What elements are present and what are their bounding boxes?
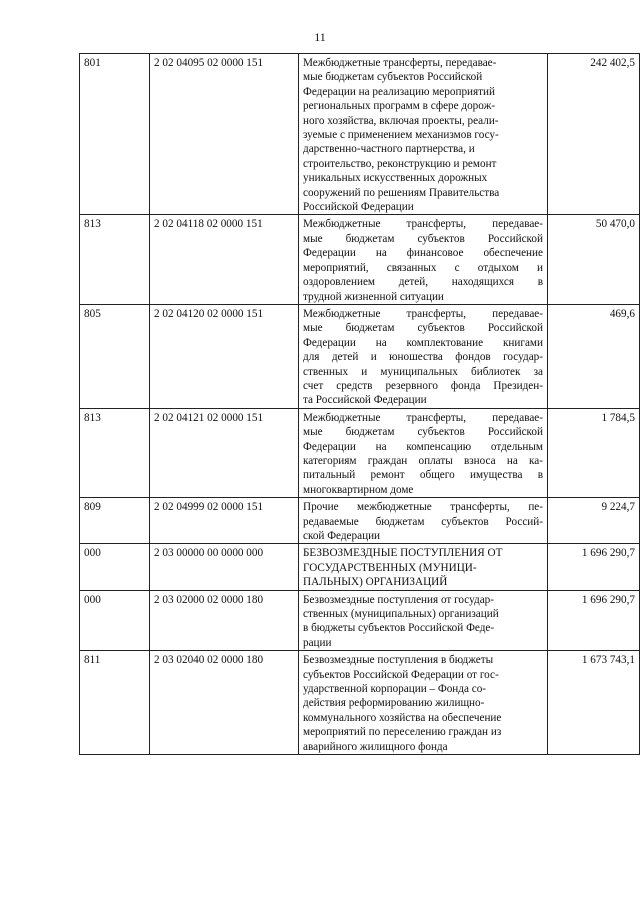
revenue-name-cell (299, 215, 548, 304)
revenue-name-line: редаваемые бюджетам субъектов Россий- (303, 515, 543, 528)
table-row (80, 215, 640, 304)
revenue-name-cell (299, 304, 548, 408)
revenue-name-line: мероприятий по переселению граждан из (303, 726, 502, 739)
revenue-name-line: трудной жизненной ситуации (303, 290, 444, 303)
revenue-name-line: многоквартирном доме (303, 483, 414, 496)
revenue-name-line: мые бюджетам субъектов Российской (303, 426, 543, 439)
revenue-name-line: Межбюджетные трансферты, передавае- (303, 307, 543, 320)
revenue-name-line: Межбюджетные трансферты, передавае- (303, 411, 543, 424)
table-row (80, 304, 640, 408)
revenue-name-line: строительство, реконструкцию и ремонт (303, 157, 497, 170)
classification-code-cell: 2 03 02000 02 0000 180 (150, 590, 299, 651)
revenue-name-line: ственных (муниципальных) организаций (303, 608, 499, 621)
revenue-name-line: зуемые с применением механизмов госу- (303, 129, 499, 142)
admin-code-cell: 000 (80, 590, 150, 651)
classification-code-cell: 2 02 04999 02 0000 151 (150, 498, 299, 544)
revenue-name-line: Межбюджетные трансферты, передавае- (303, 57, 497, 69)
revenue-name-line: рации (303, 636, 332, 649)
revenue-name-line: счет средств резервного фонда Президен- (303, 379, 543, 392)
table-body (80, 54, 640, 755)
revenue-name-line: уникальных искусственных дорожных (303, 172, 488, 185)
page-number: 11 (314, 30, 326, 44)
revenue-name-line: Федерации на комплектование книгами (303, 336, 543, 349)
revenue-name-line: категориям граждан оплаты взноса на ка- (303, 454, 543, 467)
revenue-name-line: в бюджеты субъектов Российской Феде- (303, 622, 495, 635)
revenue-name-line: ГОСУДАРСТВЕННЫХ (МУНИЦИ- (303, 561, 477, 574)
revenue-name-line: мые бюджетам субъектов Российской (303, 322, 543, 335)
amount-cell: 1 696 290,7 (548, 544, 640, 590)
revenue-name-cell (299, 590, 548, 651)
revenue-name-line: аварийного жилищного фонда (303, 740, 448, 753)
revenue-name-line: ской Федерации (303, 530, 381, 542)
revenue-name-line: действия реформированию жилищно- (303, 697, 485, 710)
revenue-name-line: БЕЗВОЗМЕЗДНЫЕ ПОСТУПЛЕНИЯ ОТ (303, 547, 503, 560)
admin-code-cell: 813 (80, 215, 150, 304)
amount-cell: 50 470,0 (548, 215, 640, 304)
classification-code-cell: 2 03 02040 02 0000 180 (150, 651, 299, 755)
amount-cell: 9 224,7 (548, 498, 640, 544)
revenue-name-line: Безвозмездные поступления от государ- (303, 593, 494, 606)
classification-code-cell: 2 02 04121 02 0000 151 (150, 408, 299, 497)
revenue-name-line: ударственной корпорации – Фонда со- (303, 683, 487, 696)
budget-revenue-table (79, 53, 640, 755)
revenue-name-line: Прочие межбюджетные трансферты, пе- (303, 501, 543, 514)
revenue-name-line: питальный ремонт общего имущества в (303, 469, 543, 482)
revenue-name-line: субъектов Российской Федерации от гос- (303, 668, 499, 681)
table-row (80, 498, 640, 544)
admin-code-cell: 813 (80, 408, 150, 497)
admin-code-cell: 809 (80, 498, 150, 544)
revenue-name-line: Федерации на финансовое обеспечение (303, 247, 543, 260)
revenue-name-cell (299, 544, 548, 590)
revenue-name-line: ного хозяйства, включая проекты, реали- (303, 114, 499, 127)
amount-cell: 1 673 743,1 (548, 651, 640, 755)
amount-cell: 242 402,5 (548, 54, 640, 215)
amount-cell: 469,6 (548, 304, 640, 408)
revenue-name-line: Безвозмездные поступления в бюджеты (303, 654, 494, 667)
revenue-name-line: ственных и муниципальных библиотек за (303, 365, 543, 378)
revenue-name-line: ПАЛЬНЫХ) ОРГАНИЗАЦИЙ (303, 576, 448, 589)
revenue-name-line: Межбюджетные трансферты, передавае- (303, 218, 543, 231)
revenue-name-line: оздоровлением детей, находящихся в (303, 276, 543, 289)
admin-code-cell: 000 (80, 544, 150, 590)
classification-code-cell: 2 02 04118 02 0000 151 (150, 215, 299, 304)
table-row (80, 408, 640, 497)
table-row (80, 544, 640, 590)
revenue-name-line: та Российской Федерации (303, 394, 427, 407)
table-row (80, 54, 640, 215)
revenue-name-cell (299, 408, 548, 497)
revenue-name-line: Российской Федерации (303, 201, 414, 214)
classification-code-cell: 2 02 04095 02 0000 151 (150, 54, 299, 215)
revenue-name-line: Федерации на реализацию мероприятий (303, 85, 496, 98)
revenue-name-line: для детей и юношества фондов государ- (303, 351, 543, 364)
revenue-name-line: дарственно-частного партнерства, и (303, 143, 475, 156)
revenue-name-line: мые бюджетам субъектов Российской (303, 232, 543, 245)
revenue-name-line: коммунального хозяйства на обеспечение (303, 711, 502, 724)
revenue-name-line: региональных программ в сфере дорож- (303, 100, 496, 113)
admin-code-cell: 801 (80, 54, 150, 215)
revenue-name-line: мые бюджетам субъектов Российской (303, 71, 483, 84)
revenue-name-cell (299, 54, 548, 215)
classification-code-cell: 2 03 00000 00 0000 000 (150, 544, 299, 590)
admin-code-cell: 805 (80, 304, 150, 408)
revenue-name-line: Федерации на компенсацию отдельным (303, 440, 543, 453)
revenue-name-line: сооружений по решениям Правительства (303, 186, 500, 199)
classification-code-cell: 2 02 04120 02 0000 151 (150, 304, 299, 408)
amount-cell: 1 696 290,7 (548, 590, 640, 651)
table-row (80, 590, 640, 651)
amount-cell: 1 784,5 (548, 408, 640, 497)
revenue-name-cell (299, 651, 548, 755)
table-row (80, 651, 640, 755)
admin-code-cell: 811 (80, 651, 150, 755)
revenue-name-cell (299, 498, 548, 544)
revenue-name-line: мероприятий, связанных с отдыхом и (303, 261, 543, 274)
